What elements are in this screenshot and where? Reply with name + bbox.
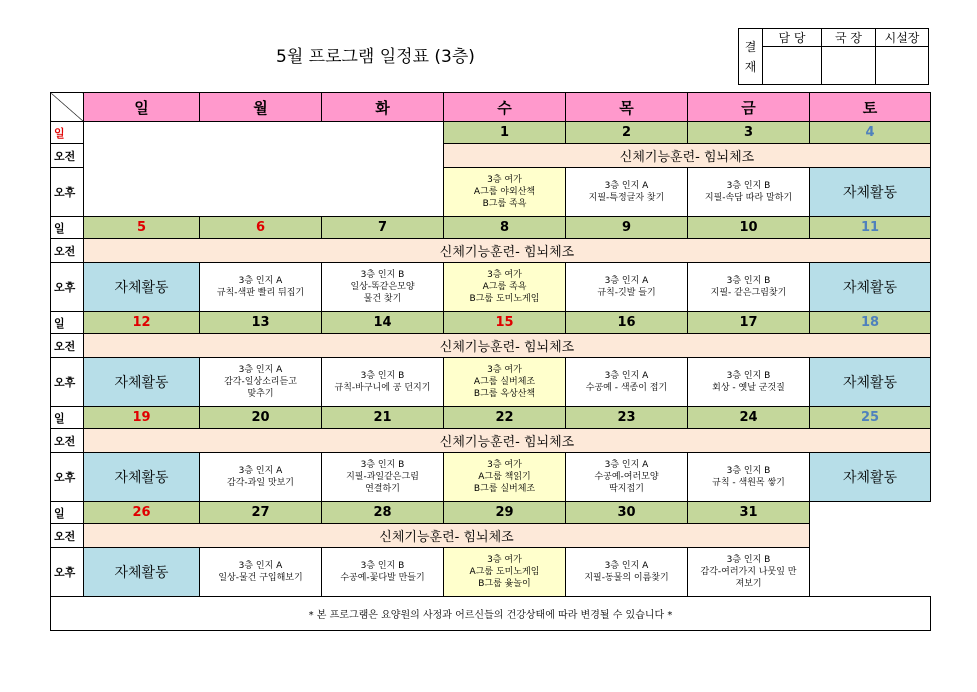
date-cell: 22 — [444, 407, 566, 429]
date-cell: 12 — [84, 312, 200, 334]
program-line: B그룹 도미노게임 — [469, 294, 540, 304]
program-line: A그룹 도미노게임 — [469, 567, 540, 577]
program-line: 규칙-색판 빨리 뒤집기 — [216, 288, 305, 298]
program-line: 3층 인지 B — [360, 371, 405, 381]
program-line: 져보기 — [735, 579, 762, 589]
program-line: B그룹 윷놀이 — [478, 579, 531, 589]
program-cell — [200, 263, 322, 312]
date-row — [51, 407, 931, 429]
program-cell — [322, 263, 444, 312]
program-line: 3층 인지 A — [604, 561, 649, 571]
program-cell — [566, 548, 688, 597]
date-cell: 11 — [810, 217, 931, 239]
self-activity-cell: 자체활동 — [810, 358, 931, 407]
program-line: 딱지접기 — [609, 484, 644, 494]
program-line: 수공예-꽃다발 만들기 — [340, 573, 425, 583]
date-cell: 2 — [566, 122, 688, 144]
program-line: 연결하기 — [365, 484, 400, 494]
morning-program: 신체기능훈련- 힘뇌체조 — [84, 239, 931, 263]
morning-label: 오전 — [51, 144, 84, 168]
morning-row — [51, 239, 931, 263]
date-cell: 26 — [84, 502, 200, 524]
program-line: 지필-속담 따라 말하기 — [704, 193, 793, 203]
empty-block — [810, 502, 931, 597]
program-line: 물건 찾기 — [363, 294, 402, 304]
date-cell: 16 — [566, 312, 688, 334]
date-cell: 21 — [322, 407, 444, 429]
self-activity-cell: 자체활동 — [84, 263, 200, 312]
date-label: 일 — [51, 312, 84, 334]
program-cell — [200, 548, 322, 597]
self-activity-cell: 자체활동 — [810, 453, 931, 502]
approval-sign-box — [822, 47, 876, 85]
date-label: 일 — [51, 407, 84, 429]
date-cell: 25 — [810, 407, 931, 429]
program-line: 지필-특정글자 찾기 — [588, 193, 665, 203]
morning-label: 오전 — [51, 429, 84, 453]
self-activity-cell: 자체활동 — [84, 453, 200, 502]
schedule-table — [50, 92, 931, 631]
morning-program: 신체기능훈련- 힘뇌체조 — [84, 334, 931, 358]
program-line: 3층 인지 B — [726, 276, 771, 286]
program-line: 3층 인지 A — [238, 466, 283, 476]
approval-sign-box — [876, 47, 929, 85]
date-cell: 20 — [200, 407, 322, 429]
date-cell: 3 — [688, 122, 810, 144]
weekday-header-row — [51, 93, 931, 122]
program-line: 3층 인지 A — [604, 276, 649, 286]
date-cell: 24 — [688, 407, 810, 429]
date-cell: 29 — [444, 502, 566, 524]
self-activity-cell: 자체활동 — [810, 168, 931, 217]
date-cell: 15 — [444, 312, 566, 334]
self-activity-cell: 자체활동 — [810, 263, 931, 312]
morning-program: 신체기능훈련- 힘뇌체조 — [84, 429, 931, 453]
program-cell — [322, 453, 444, 502]
program-line: B그룹 족욕 — [482, 199, 527, 209]
date-cell: 14 — [322, 312, 444, 334]
program-cell — [566, 358, 688, 407]
program-line: A그룹 실버체조 — [473, 377, 536, 387]
date-row — [51, 122, 931, 144]
program-cell — [444, 263, 566, 312]
program-line: 3층 여가 — [487, 175, 522, 185]
approval-box — [738, 28, 929, 85]
program-cell — [688, 358, 810, 407]
date-cell: 7 — [322, 217, 444, 239]
date-cell: 6 — [200, 217, 322, 239]
program-cell — [688, 168, 810, 217]
afternoon-label: 오후 — [51, 358, 84, 407]
approval-role: 시설장 — [876, 29, 929, 47]
program-line: 3층 인지 A — [238, 365, 283, 375]
program-line: 지필-과일같은그림 — [346, 472, 419, 482]
weekday-header: 금 — [688, 93, 810, 122]
date-cell: 23 — [566, 407, 688, 429]
date-cell: 27 — [200, 502, 322, 524]
morning-label: 오전 — [51, 334, 84, 358]
program-line: 규칙-바구니에 공 던지기 — [334, 383, 431, 393]
program-cell — [688, 548, 810, 597]
program-cell — [566, 263, 688, 312]
program-cell — [688, 263, 810, 312]
date-cell: 13 — [200, 312, 322, 334]
program-line: 맞추기 — [247, 389, 274, 399]
approval-sign-box — [763, 47, 822, 85]
date-label: 일 — [51, 502, 84, 524]
program-line: 3층 여가 — [487, 460, 522, 470]
date-cell: 19 — [84, 407, 200, 429]
program-cell — [322, 548, 444, 597]
program-line: 3층 여가 — [487, 365, 522, 375]
morning-row — [51, 334, 931, 358]
program-line: B그룹 옥상산책 — [473, 389, 536, 399]
program-line: 수공예-여러모양 — [594, 472, 659, 482]
program-line: 감각-일상소리듣고 — [224, 377, 297, 387]
program-line: 3층 인지 A — [238, 561, 283, 571]
program-line: 규칙-깃발 들기 — [597, 288, 656, 298]
program-cell — [566, 168, 688, 217]
program-line: 3층 인지 B — [726, 466, 771, 476]
program-line: 지필-동물의 이름찾기 — [584, 573, 669, 583]
program-line: 회상 - 옛날 군것질 — [712, 383, 785, 393]
date-row — [51, 312, 931, 334]
date-row — [51, 217, 931, 239]
afternoon-label: 오후 — [51, 548, 84, 597]
date-cell: 30 — [566, 502, 688, 524]
date-cell: 1 — [444, 122, 566, 144]
program-line: B그룹 실버체조 — [473, 484, 536, 494]
program-line: 지필- 같은그림찾기 — [710, 288, 787, 298]
date-cell: 17 — [688, 312, 810, 334]
date-row — [51, 502, 931, 524]
morning-row — [51, 524, 931, 548]
date-cell: 28 — [322, 502, 444, 524]
approval-role: 담 당 — [763, 29, 822, 47]
notice-text: * 본 프로그램은 요양원의 사정과 어르신들의 건강상태에 따라 변경될 수 있습니다 * — [51, 597, 931, 631]
program-line: 3층 인지 B — [360, 561, 405, 571]
afternoon-label: 오후 — [51, 168, 84, 217]
weekday-header: 토 — [810, 93, 931, 122]
afternoon-label: 오후 — [51, 453, 84, 502]
program-cell — [688, 453, 810, 502]
program-line: 3층 인지 A — [604, 371, 649, 381]
program-cell — [566, 453, 688, 502]
date-cell: 5 — [84, 217, 200, 239]
weekday-header: 화 — [322, 93, 444, 122]
program-line: 일상-물건 구입해보기 — [218, 573, 303, 583]
program-line: 일상-똑같은모양 — [350, 282, 415, 292]
approval-label — [739, 29, 763, 85]
afternoon-row — [51, 358, 931, 407]
weekday-header: 일 — [84, 93, 200, 122]
afternoon-row — [51, 453, 931, 502]
program-line: 감각-과일 맛보기 — [227, 478, 294, 488]
program-line: A그룹 족욕 — [482, 282, 527, 292]
morning-program: 신체기능훈련- 힘뇌체조 — [444, 144, 931, 168]
program-line: 3층 인지 A — [604, 181, 649, 191]
morning-label: 오전 — [51, 239, 84, 263]
notice-row — [51, 597, 931, 631]
program-line: 3층 인지 B — [726, 181, 771, 191]
self-activity-cell: 자체활동 — [84, 358, 200, 407]
program-line: 3층 인지 B — [360, 460, 405, 470]
program-line: A그룹 책읽기 — [478, 472, 531, 482]
afternoon-row — [51, 548, 931, 597]
program-cell — [444, 548, 566, 597]
program-cell — [444, 358, 566, 407]
approval-role: 국 장 — [822, 29, 876, 47]
program-line: 규칙 - 색원목 쌓기 — [712, 478, 785, 488]
date-label: 일 — [51, 217, 84, 239]
date-cell: 10 — [688, 217, 810, 239]
program-line: A그룹 야외산책 — [473, 187, 536, 197]
date-cell: 31 — [688, 502, 810, 524]
program-line: 감각-여러가지 나뭇잎 만 — [700, 567, 797, 577]
program-line: 3층 인지 B — [360, 270, 405, 280]
date-cell: 18 — [810, 312, 931, 334]
morning-program: 신체기능훈련- 힘뇌체조 — [84, 524, 810, 548]
afternoon-label: 오후 — [51, 263, 84, 312]
morning-label: 오전 — [51, 524, 84, 548]
self-activity-cell: 자체활동 — [84, 548, 200, 597]
date-label: 일 — [51, 122, 84, 144]
program-line: 3층 인지 B — [726, 555, 771, 565]
program-cell — [444, 168, 566, 217]
program-line: 3층 인지 B — [726, 371, 771, 381]
afternoon-row — [51, 263, 931, 312]
corner-cell — [51, 93, 84, 122]
program-cell — [200, 358, 322, 407]
program-cell — [322, 358, 444, 407]
weekday-header: 수 — [444, 93, 566, 122]
program-line: 3층 여가 — [487, 555, 522, 565]
approval-jae: 재 — [744, 59, 757, 74]
approval-gyeol: 결 — [744, 39, 757, 54]
program-cell — [200, 453, 322, 502]
program-line: 수공예 - 색종이 접기 — [585, 383, 668, 393]
page-title: 5월 프로그램 일정표 (3층) — [276, 47, 475, 67]
date-cell: 9 — [566, 217, 688, 239]
empty-block — [84, 122, 444, 217]
date-cell: 4 — [810, 122, 931, 144]
program-line: 3층 여가 — [487, 270, 522, 280]
program-line: 3층 인지 A — [238, 276, 283, 286]
program-cell — [444, 453, 566, 502]
weekday-header: 목 — [566, 93, 688, 122]
date-cell: 8 — [444, 217, 566, 239]
program-line: 3층 인지 A — [604, 460, 649, 470]
morning-row — [51, 429, 931, 453]
weekday-header: 월 — [200, 93, 322, 122]
